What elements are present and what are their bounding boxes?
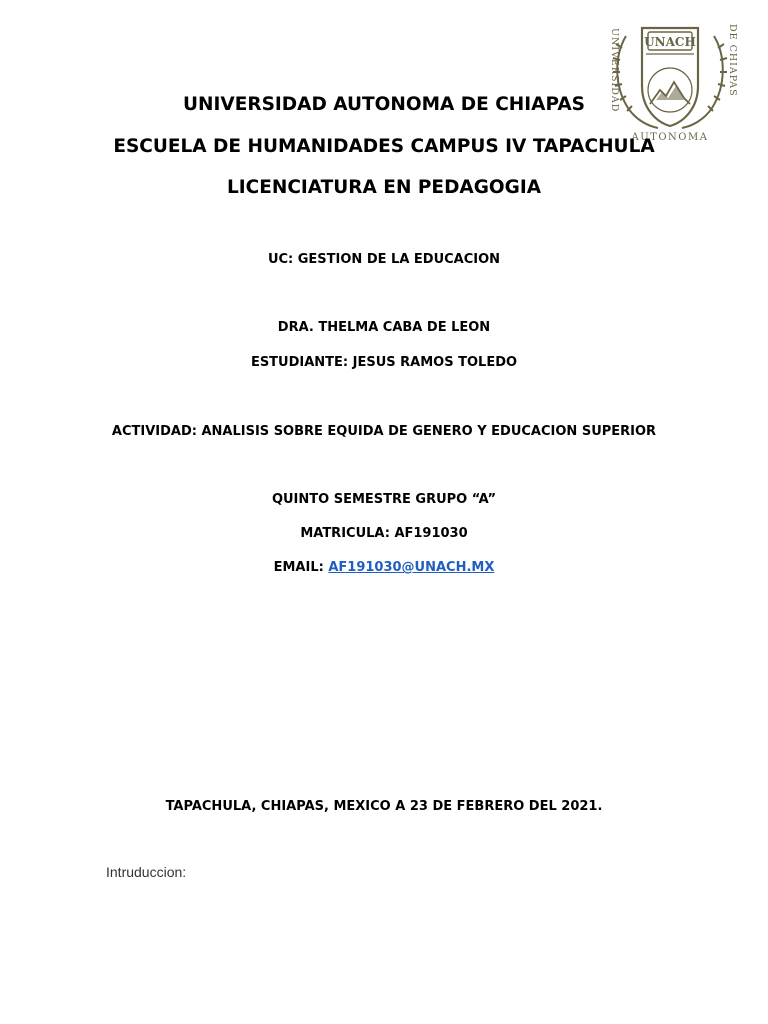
logo-right-text: DE CHIAPAS: [727, 24, 738, 97]
matricula: MATRICULA: AF191030: [300, 526, 468, 541]
student-name: ESTUDIANTE: JESUS RAMOS TOLEDO: [250, 355, 518, 370]
email-line: [0, 560, 768, 575]
logo-bottom-text: AUTONOMA: [631, 132, 709, 143]
logo-shield-text: UNACH: [644, 35, 696, 49]
logo-left-text: UNIVERSIDAD: [609, 28, 620, 113]
introduction-heading: Intruduccion:: [106, 864, 187, 880]
activity-title: ACTIVIDAD: ANALISIS SOBRE EQUIDA DE GENERO Y EDUCACION SUPERIOR: [111, 424, 657, 439]
program-title: LICENCIATURA EN PEDAGOGIA: [226, 177, 542, 198]
school-title: ESCUELA DE HUMANIDADES CAMPUS IV TAPACHULA: [113, 136, 655, 157]
teacher-name: DRA. THELMA CABA DE LEON: [277, 320, 491, 335]
email-label: EMAIL:: [273, 560, 329, 575]
email-link[interactable]: AF191030@UNACH.MX: [328, 560, 495, 575]
university-title: UNIVERSIDAD AUTONOMA DE CHIAPAS: [183, 94, 585, 115]
semester-group: QUINTO SEMESTRE GRUPO “A”: [271, 492, 497, 507]
place-date: TAPACHULA, CHIAPAS, MEXICO A 23 DE FEBRERO DEL 2021.: [165, 799, 603, 814]
course-name: UC: GESTION DE LA EDUCACION: [267, 252, 501, 267]
unach-logo: [596, 16, 744, 146]
